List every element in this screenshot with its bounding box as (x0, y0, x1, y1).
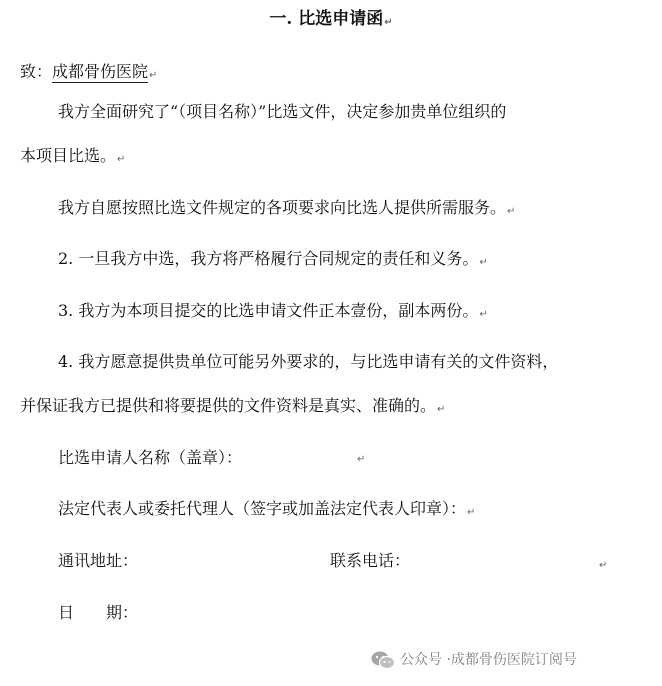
paragraph-mark: ↵ (599, 560, 608, 571)
paragraph-5-line-1: 4. 我方愿意提供贵单位可能另外要求的，与比选申请有关的文件资料， (58, 352, 559, 371)
field-applicant-name: 比选申请人名称（盖章）： (58, 448, 243, 467)
field-representative: 法定代表人或委托代理人（签字或加盖法定代表人印章）：↵ (58, 499, 476, 518)
watermark-prefix: 公众号 · (400, 652, 451, 668)
wechat-watermark (370, 646, 660, 674)
paragraph-5-line-2: 并保证我方已提供和将要提供的文件资料是真实、准确的。↵ (20, 396, 446, 415)
document-title: 一. 比选申请函↵ (269, 9, 393, 29)
salutation: 致：成都骨伤医院↵ (20, 62, 158, 81)
paragraph-1-line-2: 本项目比选。↵ (20, 146, 126, 165)
field-date: 日 期： (58, 603, 139, 622)
paragraph-4: 3. 我方为本项目提交的比选申请文件正本壹份，副本两份。↵ (58, 301, 488, 320)
recipient-name: 成都骨伤医院 (52, 62, 149, 81)
field-phone: 联系电话： (330, 551, 411, 570)
paragraph-1-line-1: 我方全面研究了“（项目名称）”比选文件，决定参加贵单位组织的 (58, 102, 507, 121)
wechat-icon (370, 650, 396, 670)
watermark-account: 成都骨伤医院订阅号 (450, 652, 577, 668)
paragraph-mark: ↵ (357, 454, 366, 465)
salutation-prefix: 致： (20, 62, 53, 81)
field-address: 通讯地址： (58, 551, 139, 570)
paragraph-3: 2. 一旦我方中选，我方将严格履行合同规定的责任和义务。↵ (58, 249, 488, 268)
paragraph-2: 我方自愿按照比选文件规定的各项要求向比选人提供所需服务。↵ (58, 198, 516, 217)
